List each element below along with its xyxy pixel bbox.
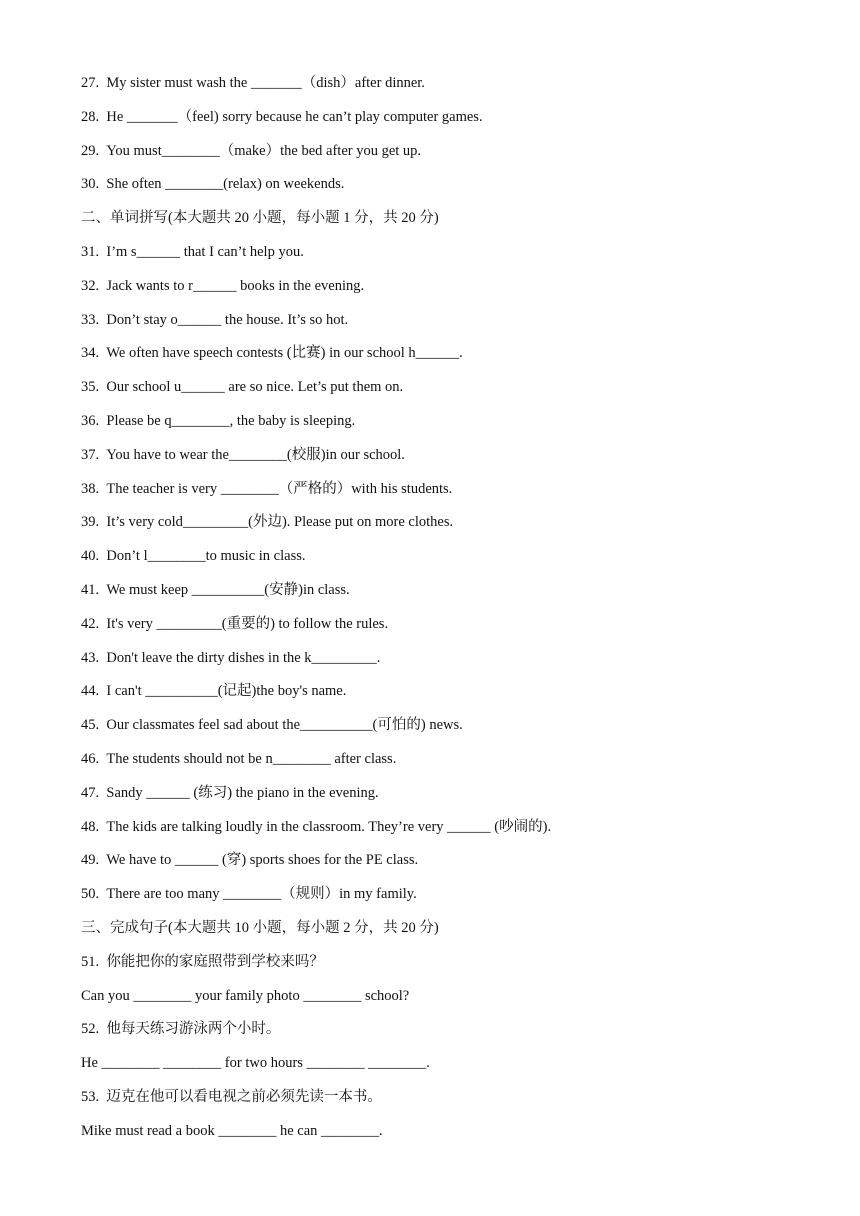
answer-line-text: Mike must read a book ________ he can ________. [81,1122,383,1139]
question-line-text: 你能把你的家庭照带到学校来吗？ [106,953,324,970]
question-number: 33. [81,311,100,328]
question-line-text: I can't __________(记起)the boy's name. [106,683,347,700]
question-line-text: Our school u______ are so nice. Let’s put them on. [106,379,404,396]
question-line-text: I’m s______ that I can’t help you. [106,244,304,260]
question-number: 51. [81,953,100,970]
question-line-text: We must keep __________(安静)in class. [106,582,350,598]
question-number: 41. [81,582,100,598]
answer-line [81,1121,801,1141]
question-number: 29. [81,142,100,159]
question-line-text: It's very _________(重要的) to follow the rules. [106,615,389,632]
question-line [81,1019,801,1039]
question-line [81,107,801,127]
question-number: 28. [81,108,100,125]
question-line [81,648,801,668]
question-line [81,614,801,634]
question-line [81,681,801,701]
question-number: 35. [81,379,100,396]
question-line [81,276,801,296]
question-number: 39. [81,514,100,531]
question-line [81,749,801,769]
question-line [81,546,801,566]
question-line [81,445,801,465]
question-number: 31. [81,244,100,260]
question-number: 32. [81,277,100,294]
question-line [81,377,801,397]
question-number: 34. [81,345,100,362]
question-line [81,783,801,803]
question-line [81,850,801,870]
question-number: 46. [81,751,100,767]
answer-line [81,986,801,1006]
question-number: 38. [81,480,100,497]
question-line [81,715,801,735]
question-number: 50. [81,886,100,903]
question-number: 53. [81,1089,100,1105]
question-line [81,479,801,499]
question-line [81,310,801,330]
question-number: 45. [81,717,100,734]
question-line-text: 迈克在他可以看电视之前必须先读一本书。 [106,1089,382,1105]
question-line [81,817,801,837]
question-line-text: Our classmates feel sad about the__________(可怕的) news. [106,717,463,734]
answer-line-text: Can you ________ your family photo ________ school? [81,987,410,1004]
question-line-text: He _______（feel) sorry because he can’t play computer games. [106,108,483,125]
question-number: 52. [81,1021,100,1038]
question-line-text: There are too many ________（规则）in my family. [106,886,417,903]
question-line-text: The kids are talking loudly in the classroom. They’re very ______ (吵闹的). [106,818,552,835]
question-number: 44. [81,683,100,700]
answer-line-text: He ________ ________ for two hours ________ ________. [81,1055,430,1072]
question-line-text: The students should not be n________ after class. [106,751,397,767]
question-number: 30. [81,176,100,193]
question-line [81,343,801,363]
question-number: 43. [81,649,100,666]
question-line [81,141,801,161]
question-line-text: We have to ______ (穿) sports shoes for the PE class. [106,852,419,869]
question-line-text: Please be q________, the baby is sleeping. [106,413,356,429]
question-line-text: Don’t stay o______ the house. It’s so hot. [106,311,349,328]
question-line [81,411,801,431]
question-number: 48. [81,818,100,835]
question-line-text: It’s very cold_________(外边). Please put on more clothes. [106,514,454,531]
question-line-text: You must________（make）the bed after you get up. [106,142,422,159]
question-line-text: You have to wear the________(校服)in our school. [106,446,405,463]
section-heading [81,918,801,938]
question-number: 42. [81,615,100,632]
section-heading-text: 二、单词拼写(本大题共 20 小题，每小题 1 分，共 20 分) [81,210,439,227]
question-line [81,242,801,262]
question-number: 47. [81,784,100,801]
question-line [81,580,801,600]
question-line-text: Jack wants to r______ books in the evening. [106,277,365,294]
question-line-text: Don’t l________to music in class. [106,548,306,565]
section-heading-text: 三、完成句子(本大题共 10 小题，每小题 2 分，共 20 分) [81,920,439,936]
question-number: 27. [81,75,100,91]
question-line [81,73,801,93]
answer-line [81,1053,801,1073]
question-line-text: Sandy ______ (练习) the piano in the evening. [106,784,379,801]
question-line-text: The teacher is very ________（严格的）with his students. [106,480,453,497]
question-line [81,884,801,904]
question-number: 49. [81,852,100,869]
question-line [81,512,801,532]
question-line-text: Don't leave the dirty dishes in the k_________. [106,649,381,666]
question-line [81,1087,801,1107]
question-line [81,952,801,972]
question-line-text: 他每天练习游泳两个小时。 [106,1021,281,1038]
question-number: 37. [81,446,100,463]
question-line [81,174,801,194]
question-number: 36. [81,413,100,429]
section-heading [81,208,801,228]
question-line-text: My sister must wash the _______（dish）after dinner. [106,75,425,91]
question-number: 40. [81,548,100,565]
question-line-text: She often ________(relax) on weekends. [106,176,345,193]
question-line-text: We often have speech contests (比赛) in our school h______. [106,345,463,362]
